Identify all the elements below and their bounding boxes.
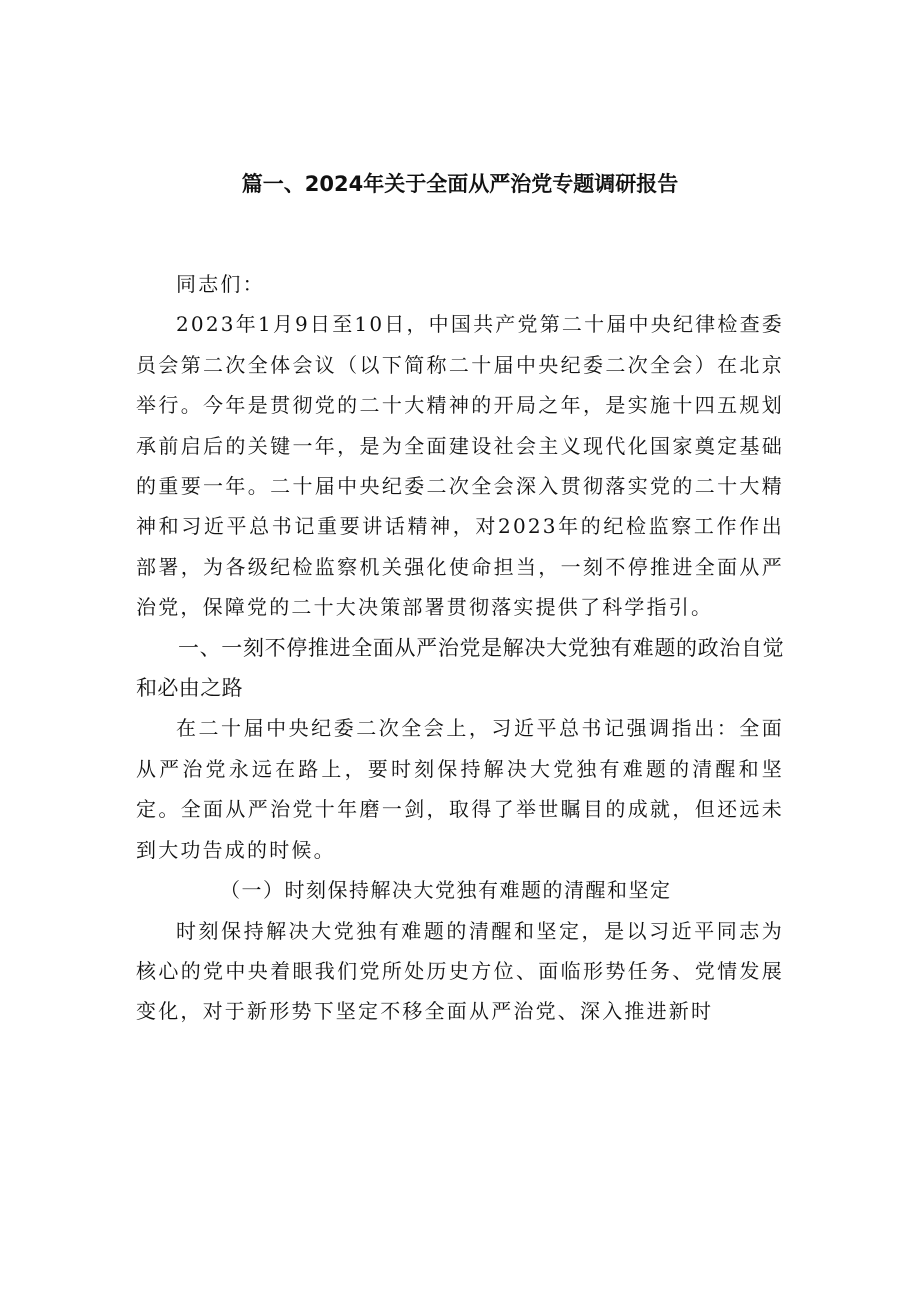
- paragraph-section-1: 在二十届中央纪委二次全会上，习近平总书记强调指出：全面从严治党永远在路上，要时刻保持解决大党独有难题的清醒和坚定。全面从严治党十年磨一剑，取得了举世瞩目的成就，但还远未到大功告成的时候。: [136, 716, 784, 862]
- paragraph-intro: 2023年1月9日至10日，中国共产党第二十届中央纪律检查委员会第二次全体会议（以下简称二十届中央纪委二次全会）在北京举行。今年是贯彻党的二十大精神的开局之年，是实施十四五规划承前启后的关键一年，是为全面建设社会主义现代化国家奠定基础的重要一年。二十届中央纪委二次全会深入贯彻落实党的二十大精神和习近平总书记重要讲话精神，对2023年的纪检监察工作作出部署，为各级纪检监察机关强化使命担当，一刻不停推进全面从严治党，保障党的二十大决策部署贯彻落实提供了科学指引。: [136, 312, 784, 620]
- section-heading-1: 一、一刻不停推进全面从严治党是解决大党独有难题的政治自觉和必由之路: [136, 635, 784, 701]
- salutation: 同志们：: [176, 272, 265, 296]
- document-title: 篇一、2024年关于全面从严治党专题调研报告: [241, 172, 679, 196]
- subsection-heading-1: （一）时刻保持解决大党独有难题的清醒和坚定: [220, 878, 672, 903]
- paragraph-subsection-1: 时刻保持解决大党独有难题的清醒和坚定，是以习近平同志为核心的党中央着眼我们党所处历史方位、面临形势任务、党情发展变化，对于新形势下坚定不移全面从严治党、深入推进新时: [136, 918, 784, 1024]
- document-body: [136, 264, 784, 1032]
